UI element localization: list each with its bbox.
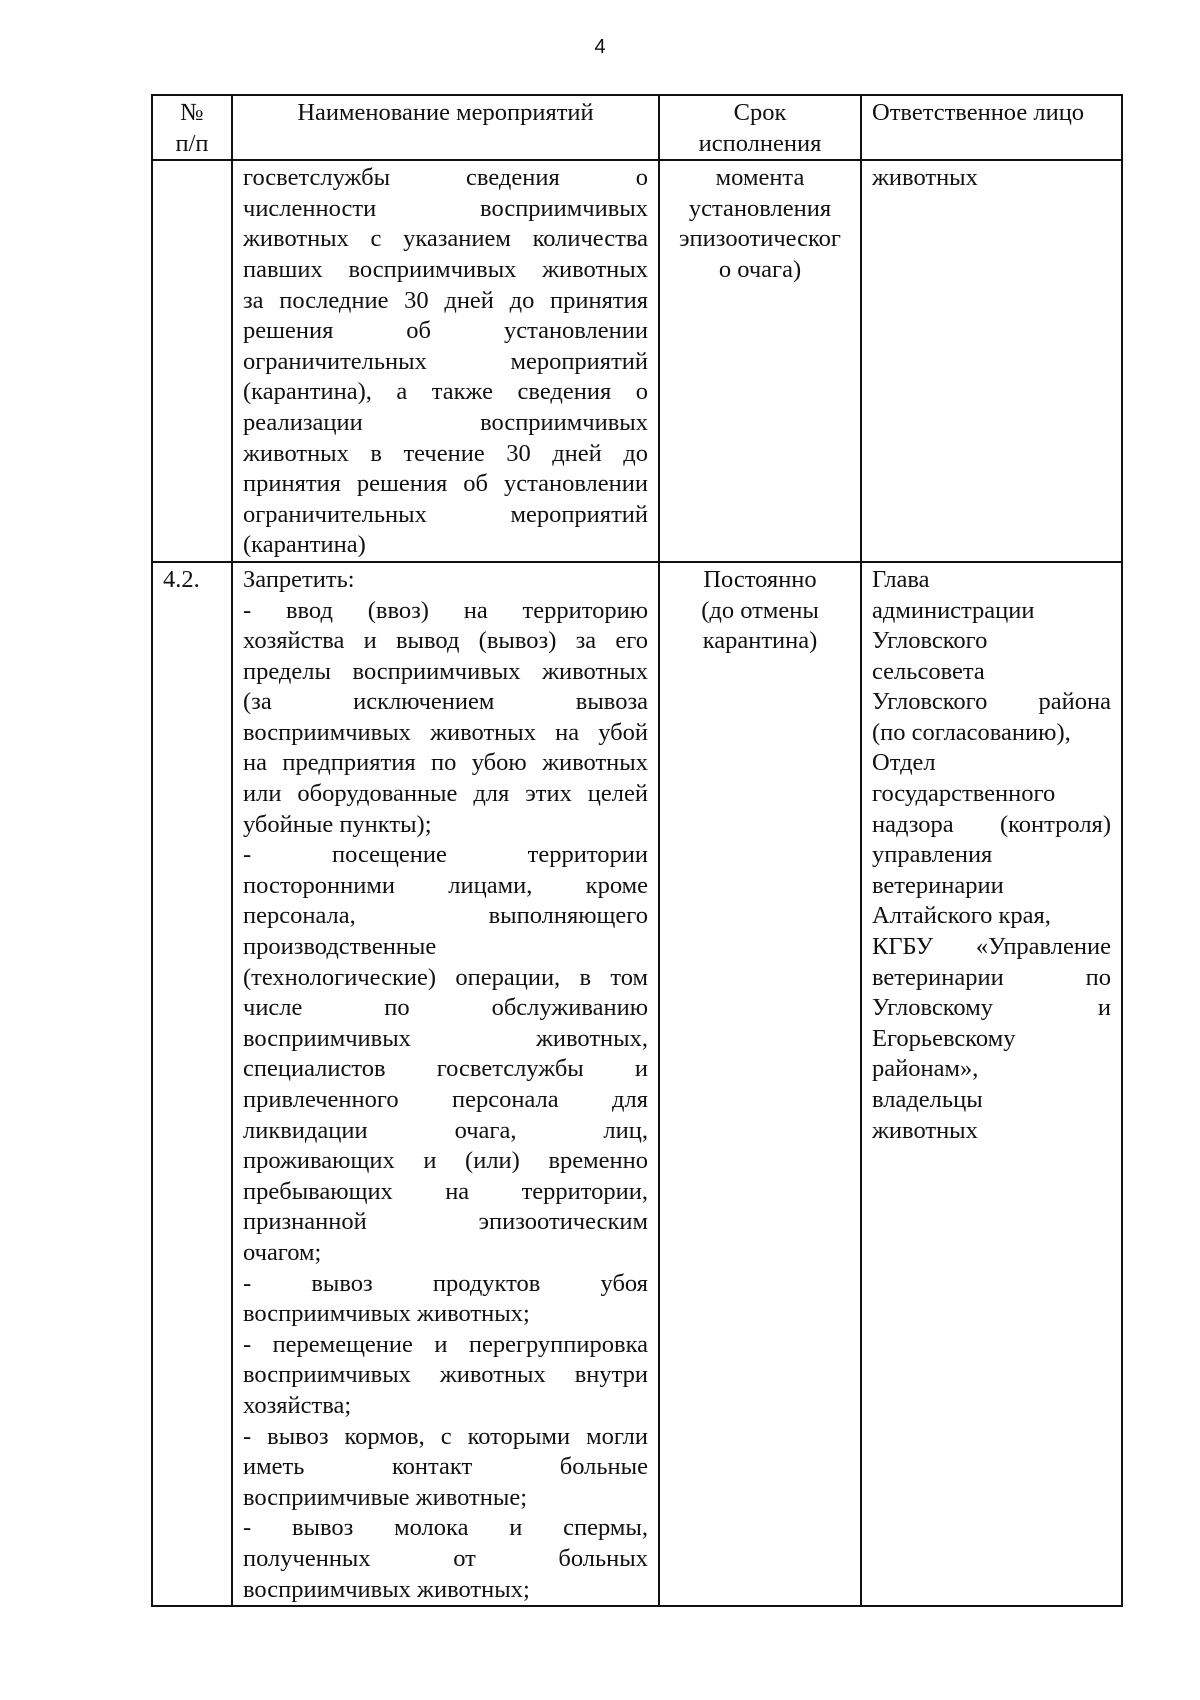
name-line: восприимчивых животных; xyxy=(243,1575,530,1603)
header-num xyxy=(152,95,232,160)
name-line: пребывающих на территории, xyxy=(243,1177,648,1205)
name-line: принятия решения об установлении xyxy=(243,470,648,498)
name-line: - вывоз продуктов убоя xyxy=(243,1269,648,1297)
name-line: животных в течение 30 дней до xyxy=(243,439,648,467)
name-line: производственные xyxy=(243,933,437,961)
name-line: восприимчивых животных на убой xyxy=(243,718,648,746)
name-line: восприимчивые животные; xyxy=(243,1483,528,1511)
term-line: о очага) xyxy=(718,255,802,283)
responsible-line: Угловского района xyxy=(872,688,1111,716)
term-line: Постоянно xyxy=(703,565,817,593)
name-line: проживающих и (или) временно xyxy=(243,1147,648,1175)
responsible-line: администрации xyxy=(872,596,1035,624)
name-line: или оборудованные для этих целей xyxy=(243,780,648,808)
name-line: числе по обслуживанию xyxy=(243,994,648,1022)
name-line: животных с указанием количества xyxy=(243,225,648,253)
name-line: персонала, выполняющего xyxy=(243,902,648,930)
cell-name xyxy=(232,160,659,562)
name-line: хозяйства; xyxy=(243,1391,352,1419)
responsible-line: районам», xyxy=(872,1055,979,1083)
name-line: на предприятия по убою животных xyxy=(243,749,648,777)
responsible-line: государственного xyxy=(872,780,1056,808)
name-line: за последние 30 дней до принятия xyxy=(243,286,648,314)
cell-num xyxy=(152,160,232,562)
header-responsible: Ответственное лицо xyxy=(861,95,1122,160)
name-line: - вывоз молока и спермы, xyxy=(243,1514,648,1542)
name-line: решения об установлении xyxy=(243,317,648,345)
name-line: госветслужбы сведения о xyxy=(243,164,648,192)
term-line: установления xyxy=(688,194,832,222)
header-term-line: Срок xyxy=(733,99,787,126)
name-line: павших восприимчивых животных xyxy=(243,255,648,283)
cell-responsible xyxy=(861,160,1122,562)
name-line: ограничительных мероприятий xyxy=(243,347,648,375)
responsible-line: Угловского xyxy=(872,627,988,655)
header-num-line: № xyxy=(180,99,204,126)
page-number: 4 xyxy=(594,36,606,58)
header-term-line: исполнения xyxy=(698,129,822,157)
responsible-line: Отдел xyxy=(872,749,936,777)
cell-term xyxy=(659,160,861,562)
responsible-line: ветеринарии xyxy=(872,871,1004,899)
name-line: иметь контакт больные xyxy=(243,1453,648,1481)
responsible-line: сельсовета xyxy=(872,657,985,685)
name-line: ликвидации очага, лиц, xyxy=(243,1116,648,1144)
name-line: признанной эпизоотическим xyxy=(243,1208,648,1236)
header-num-line: п/п xyxy=(175,129,209,157)
responsible-line: Егорьевскому xyxy=(872,1024,1016,1052)
name-line: (за исключением вывоза xyxy=(243,688,648,716)
responsible-line: Угловскому и xyxy=(872,994,1111,1022)
header-name: Наименование мероприятий xyxy=(232,95,659,160)
term-line: момента xyxy=(715,164,805,192)
responsible-line: КГБУ «Управление xyxy=(872,933,1111,961)
name-line: хозяйства и вывод (вывоз) за его xyxy=(243,627,648,655)
cell-num: 4.2. xyxy=(152,562,232,1606)
name-line: убойные пункты); xyxy=(243,810,432,838)
responsible-line: Алтайского края, xyxy=(872,902,1051,930)
name-line: пределы восприимчивых животных xyxy=(243,657,648,685)
name-line: ограничительных мероприятий xyxy=(243,500,648,528)
cell-name xyxy=(232,562,659,1606)
term-line: (до отмены xyxy=(701,596,819,624)
name-line: восприимчивых животных; xyxy=(243,1300,530,1328)
name-line: восприимчивых животных внутри xyxy=(243,1361,648,1389)
header-term xyxy=(659,95,861,160)
responsible-line: животных xyxy=(872,1116,978,1144)
cell-term xyxy=(659,562,861,1606)
responsible-line: надзора (контроля) xyxy=(872,810,1111,838)
name-line: специалистов госветслужбы и xyxy=(243,1055,648,1083)
name-line: (карантина), а также сведения о xyxy=(243,378,648,406)
name-line: привлеченного персонала для xyxy=(243,1086,648,1113)
measures-table xyxy=(151,94,1123,1607)
name-line: - перемещение и перегруппировка xyxy=(243,1330,648,1358)
table-header-row xyxy=(152,95,1122,160)
name-line: реализации восприимчивых xyxy=(243,408,648,436)
table-body xyxy=(152,160,1122,1606)
name-line: - вывоз кормов, с которыми могли xyxy=(243,1422,648,1450)
name-line: (карантина) xyxy=(243,531,366,559)
table-row xyxy=(152,562,1122,1606)
responsible-line: ветеринарии по xyxy=(872,963,1111,991)
name-line: восприимчивых животных, xyxy=(243,1024,648,1052)
term-line: эпизоотическог xyxy=(679,225,841,253)
name-line: (технологические) операции, в том xyxy=(243,963,648,991)
name-line: численности восприимчивых xyxy=(243,194,648,222)
responsible-line: (по согласованию), xyxy=(872,718,1071,746)
responsible-line: Глава xyxy=(872,565,930,593)
name-line: очагом; xyxy=(243,1238,322,1266)
table-row xyxy=(152,160,1122,562)
term-line: карантина) xyxy=(702,627,818,655)
name-line: полученных от больных xyxy=(243,1544,648,1572)
name-line: - посещение территории xyxy=(243,841,648,869)
cell-responsible xyxy=(861,562,1122,1606)
name-line: - ввод (ввоз) на территорию xyxy=(243,596,648,624)
responsible-line: владельцы xyxy=(872,1086,983,1113)
responsible-line: управления xyxy=(872,841,993,869)
name-line: Запретить: xyxy=(243,565,355,593)
name-line: посторонними лицами, кроме xyxy=(243,871,648,899)
responsible-line: животных xyxy=(872,164,978,192)
